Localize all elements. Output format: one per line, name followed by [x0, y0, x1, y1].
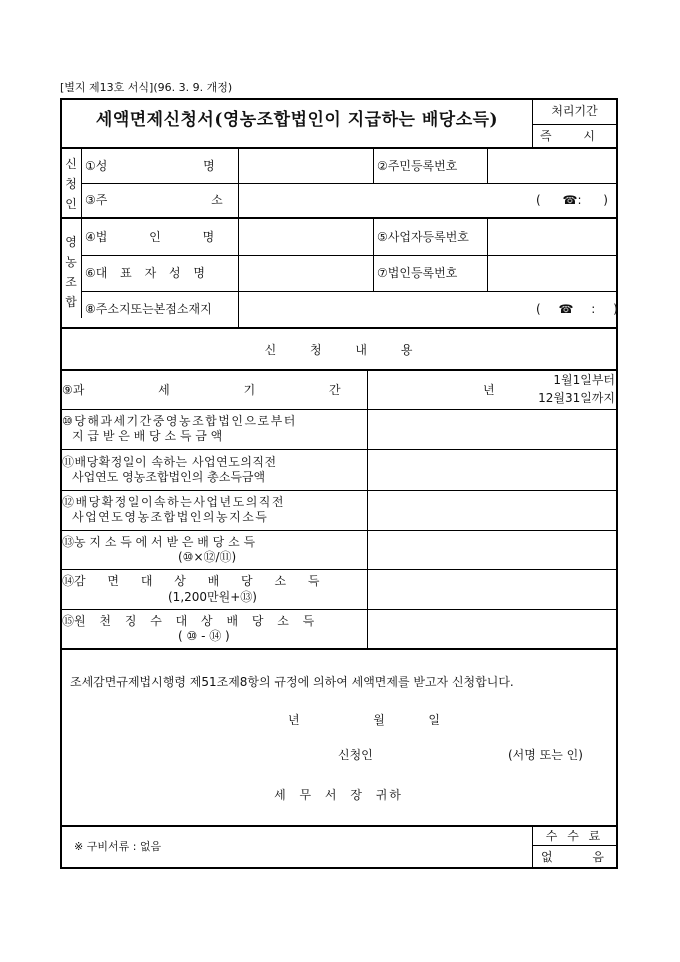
required-documents: ※ 구비서류 : 없음: [74, 840, 162, 853]
processing-period-value: 즉 시: [540, 129, 609, 143]
exempt-dividend-line1: ⑭감 면 대 상 배 당 소 득: [62, 574, 320, 588]
applicant-address-label: ③주 소: [85, 193, 223, 207]
applicant-name-label: ①성 명: [85, 159, 215, 173]
total-income-line2: 사업연도 영농조합법인의 총소득금액: [72, 470, 266, 484]
biz-reg-field[interactable]: [489, 220, 615, 254]
farm-section-label: 영농조합: [65, 235, 77, 309]
farm-income-line2: 사업연도영농조합법인의농지소득: [72, 510, 269, 524]
withholding-dividend-line2: ( ⑩ - ⑭ ): [178, 629, 230, 643]
applicant-section-label: 신청인: [65, 157, 77, 211]
total-income-line1: ⑪배당확정일이 속하는 사업연도의직전: [62, 455, 277, 469]
corp-name-label: ④법 인 명: [85, 230, 215, 244]
date-line: [270, 711, 440, 725]
farm-income-line1: ⑫배당확정일이속하는사업년도의직전: [62, 495, 285, 509]
total-income-field[interactable]: [369, 451, 615, 489]
farm-dividend-line2: (⑩×⑫/⑪): [178, 550, 237, 564]
farm-phone: ( ☎ : ): [536, 302, 618, 316]
form-title: 세액면제신청서(영농조합법인이 지급하는 배당소득): [95, 110, 499, 130]
biz-reg-label: ⑤사업자등록번호: [377, 230, 469, 244]
date-year-label: 년: [288, 713, 300, 727]
applicant-phone: ( ☎: ): [536, 193, 608, 207]
exempt-dividend-line2: (1,200만원+⑬): [168, 590, 257, 604]
farm-address-field[interactable]: [240, 293, 530, 326]
farm-income-field[interactable]: [369, 492, 615, 529]
tax-period-year: 년: [483, 383, 495, 397]
date-day-label: 일: [428, 713, 440, 727]
declaration-text: 조세감면규제법시행령 제51조제8항의 규정에 의하여 세액면제를 받고자 신청합니다.: [70, 675, 514, 689]
farm-address-label: ⑧주소지또는본점소재지: [85, 302, 212, 316]
processing-period-label: 처리기간: [551, 104, 598, 118]
addressee: 세 무 서 장 귀하: [274, 788, 403, 802]
rep-name-label: ⑥대 표 자 성 명: [85, 266, 205, 280]
exempt-dividend-field[interactable]: [369, 571, 615, 608]
signature-field[interactable]: [390, 742, 500, 764]
content-header: 신 청 내 용: [264, 343, 413, 357]
rep-name-field[interactable]: [240, 257, 372, 290]
tax-period-year-field[interactable]: [369, 371, 469, 408]
date-month-label: 월: [373, 713, 385, 727]
dividend-amount-line2: 지 급 받 은 배 당 소 득 금 액: [72, 429, 223, 443]
dividend-amount-field[interactable]: [369, 411, 615, 448]
farm-dividend-field[interactable]: [369, 532, 615, 568]
tax-period-label: ⑨과 세 기 간: [62, 383, 341, 397]
applicant-name-field[interactable]: [240, 150, 372, 182]
farm-dividend-line1: ⑬농 지 소 득 에 서 받 은 배 당 소 득: [62, 535, 256, 549]
fee-value: 없 음: [541, 850, 622, 864]
withholding-dividend-field[interactable]: [369, 611, 615, 647]
applicant-address-field[interactable]: [240, 185, 530, 216]
tax-period-to: 12월31일까지: [538, 391, 615, 405]
tax-period-from: 1월1일부터: [553, 373, 615, 387]
dividend-amount-line1: ⑩당해과세기간중영농조합법인으로부터: [62, 414, 297, 428]
corp-reg-label: ⑦법인등록번호: [377, 266, 458, 280]
form-code: [별지 제13호 서식](96. 3. 9. 개정): [60, 81, 233, 94]
withholding-dividend-line1: ⑮원 천 징 수 대 상 배 당 소 득: [62, 614, 315, 628]
corp-name-field[interactable]: [240, 220, 372, 254]
corp-reg-field[interactable]: [489, 257, 615, 290]
signature-label: 신청인: [338, 748, 373, 762]
fee-label: 수 수 료: [545, 829, 604, 843]
applicant-rrn-field[interactable]: [489, 150, 615, 182]
applicant-rrn-label: ②주민등록번호: [377, 159, 458, 173]
signature-hint: (서명 또는 인): [508, 748, 583, 762]
